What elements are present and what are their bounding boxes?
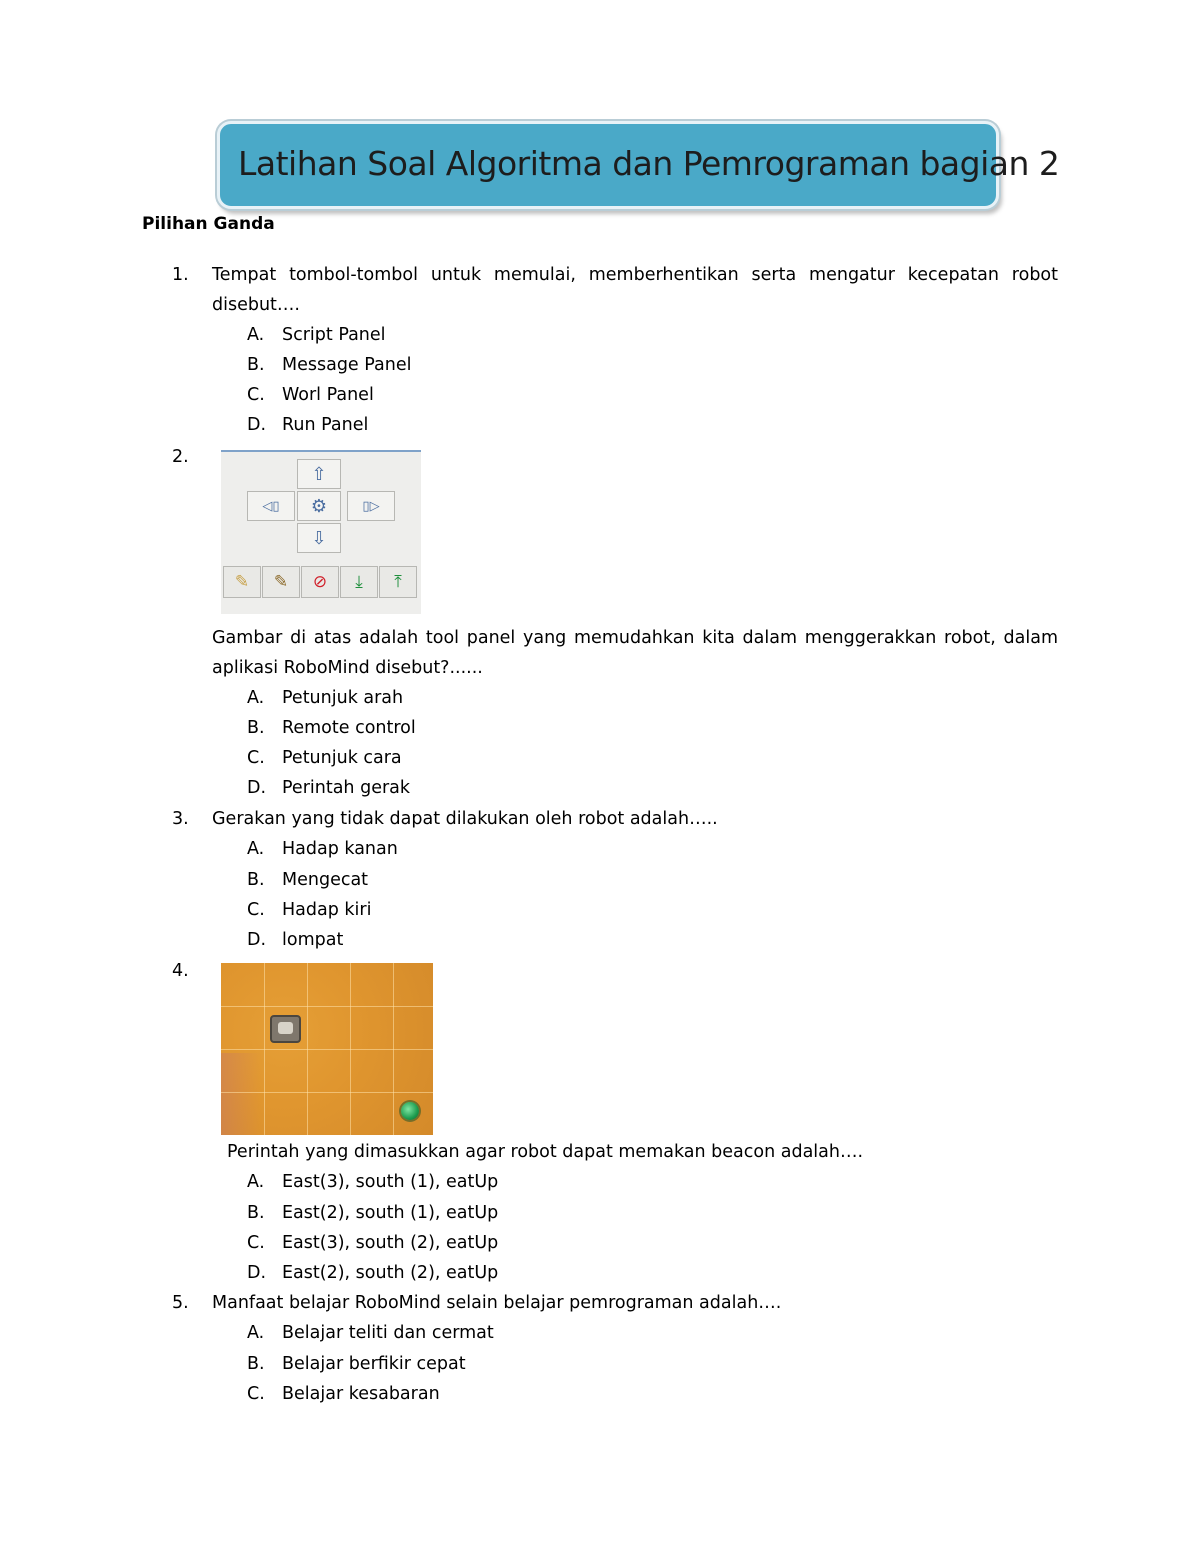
paint-black-icon: ✎ <box>262 566 300 598</box>
option-text: Belajar berfikir cepat <box>282 1354 466 1374</box>
question-text: Gerakan yang tidak dapat dilakukan oleh robot adalah….. <box>212 809 718 829</box>
option-text: Message Panel <box>282 355 412 375</box>
option-text: Hadap kanan <box>282 839 398 859</box>
option-text: Script Panel <box>282 325 386 345</box>
option-letter: B. <box>247 1354 265 1374</box>
option-text: Run Panel <box>282 415 369 435</box>
option-text: East(3), south (1), eatUp <box>282 1172 499 1192</box>
question-number: 5. <box>172 1293 189 1313</box>
question-number: 2. <box>172 447 189 467</box>
question-text: Manfaat belajar RoboMind selain belajar pemrograman adalah…. <box>212 1293 782 1313</box>
option-letter: D. <box>247 778 267 798</box>
beacon-icon <box>401 1102 419 1120</box>
title-banner <box>217 121 1060 209</box>
option-text: Perintah gerak <box>282 778 411 798</box>
option-letter: D. <box>247 1263 267 1283</box>
arrow-up-icon: ⇧ <box>297 459 341 489</box>
option-text: Remote control <box>282 718 416 738</box>
option-text: lompat <box>282 930 344 950</box>
option-letter: D. <box>247 415 267 435</box>
option-letter: C. <box>247 900 265 920</box>
question-text: aplikasi RoboMind disebut?...... <box>212 658 483 678</box>
grab-icon: ⤓ <box>340 566 378 598</box>
option-text: East(2), south (2), eatUp <box>282 1263 499 1283</box>
option-text: Petunjuk cara <box>282 748 402 768</box>
option-text: Belajar kesabaran <box>282 1384 440 1404</box>
option-text: Worl Panel <box>282 385 374 405</box>
robot-icon <box>270 1015 301 1043</box>
option-letter: C. <box>247 1233 265 1253</box>
option-text: East(3), south (2), eatUp <box>282 1233 499 1253</box>
question-text: Gambar di atas adalah tool panel yang memudahkan kita dalam menggerakkan robot, dalam <box>212 628 1058 648</box>
center-gear-icon: ⚙ <box>297 491 341 521</box>
option-letter: B. <box>247 1203 265 1223</box>
option-letter: D. <box>247 930 267 950</box>
question-text: disebut…. <box>212 295 300 315</box>
question-number: 3. <box>172 809 189 829</box>
remote-control-image <box>221 450 421 614</box>
option-text: Belajar teliti dan cermat <box>282 1323 494 1343</box>
option-text: Petunjuk arah <box>282 688 404 708</box>
option-text: Mengecat <box>282 870 369 890</box>
option-letter: A. <box>247 1323 265 1343</box>
option-text: Hadap kiri <box>282 900 372 920</box>
turn-left-icon: ◁▯ <box>247 491 295 521</box>
question-number: 1. <box>172 265 189 285</box>
option-letter: A. <box>247 839 265 859</box>
option-letter: A. <box>247 688 265 708</box>
stop-icon: ⊘ <box>301 566 339 598</box>
arrow-down-icon: ⇩ <box>297 523 341 553</box>
option-letter: C. <box>247 1384 265 1404</box>
option-letter: A. <box>247 325 265 345</box>
question-text: Tempat tombol-tombol untuk memulai, memberhentikan serta mengatur kecepatan robot <box>212 265 1058 285</box>
put-icon: ⤒ <box>379 566 417 598</box>
option-letter: B. <box>247 870 265 890</box>
option-letter: A. <box>247 1172 265 1192</box>
paint-white-icon: ✎ <box>223 566 261 598</box>
turn-right-icon: ▯▷ <box>347 491 395 521</box>
option-letter: B. <box>247 718 265 738</box>
robot-world-image <box>221 963 433 1135</box>
option-letter: C. <box>247 385 265 405</box>
option-letter: C. <box>247 748 265 768</box>
option-text: East(2), south (1), eatUp <box>282 1203 499 1223</box>
question-text: Perintah yang dimasukkan agar robot dapat memakan beacon adalah…. <box>227 1142 864 1162</box>
page-title: Latihan Soal Algoritma dan Pemrograman bagian 2 <box>238 144 1060 183</box>
question-number: 4. <box>172 961 189 981</box>
option-letter: B. <box>247 355 265 375</box>
section-title: Pilihan Ganda <box>142 214 275 234</box>
